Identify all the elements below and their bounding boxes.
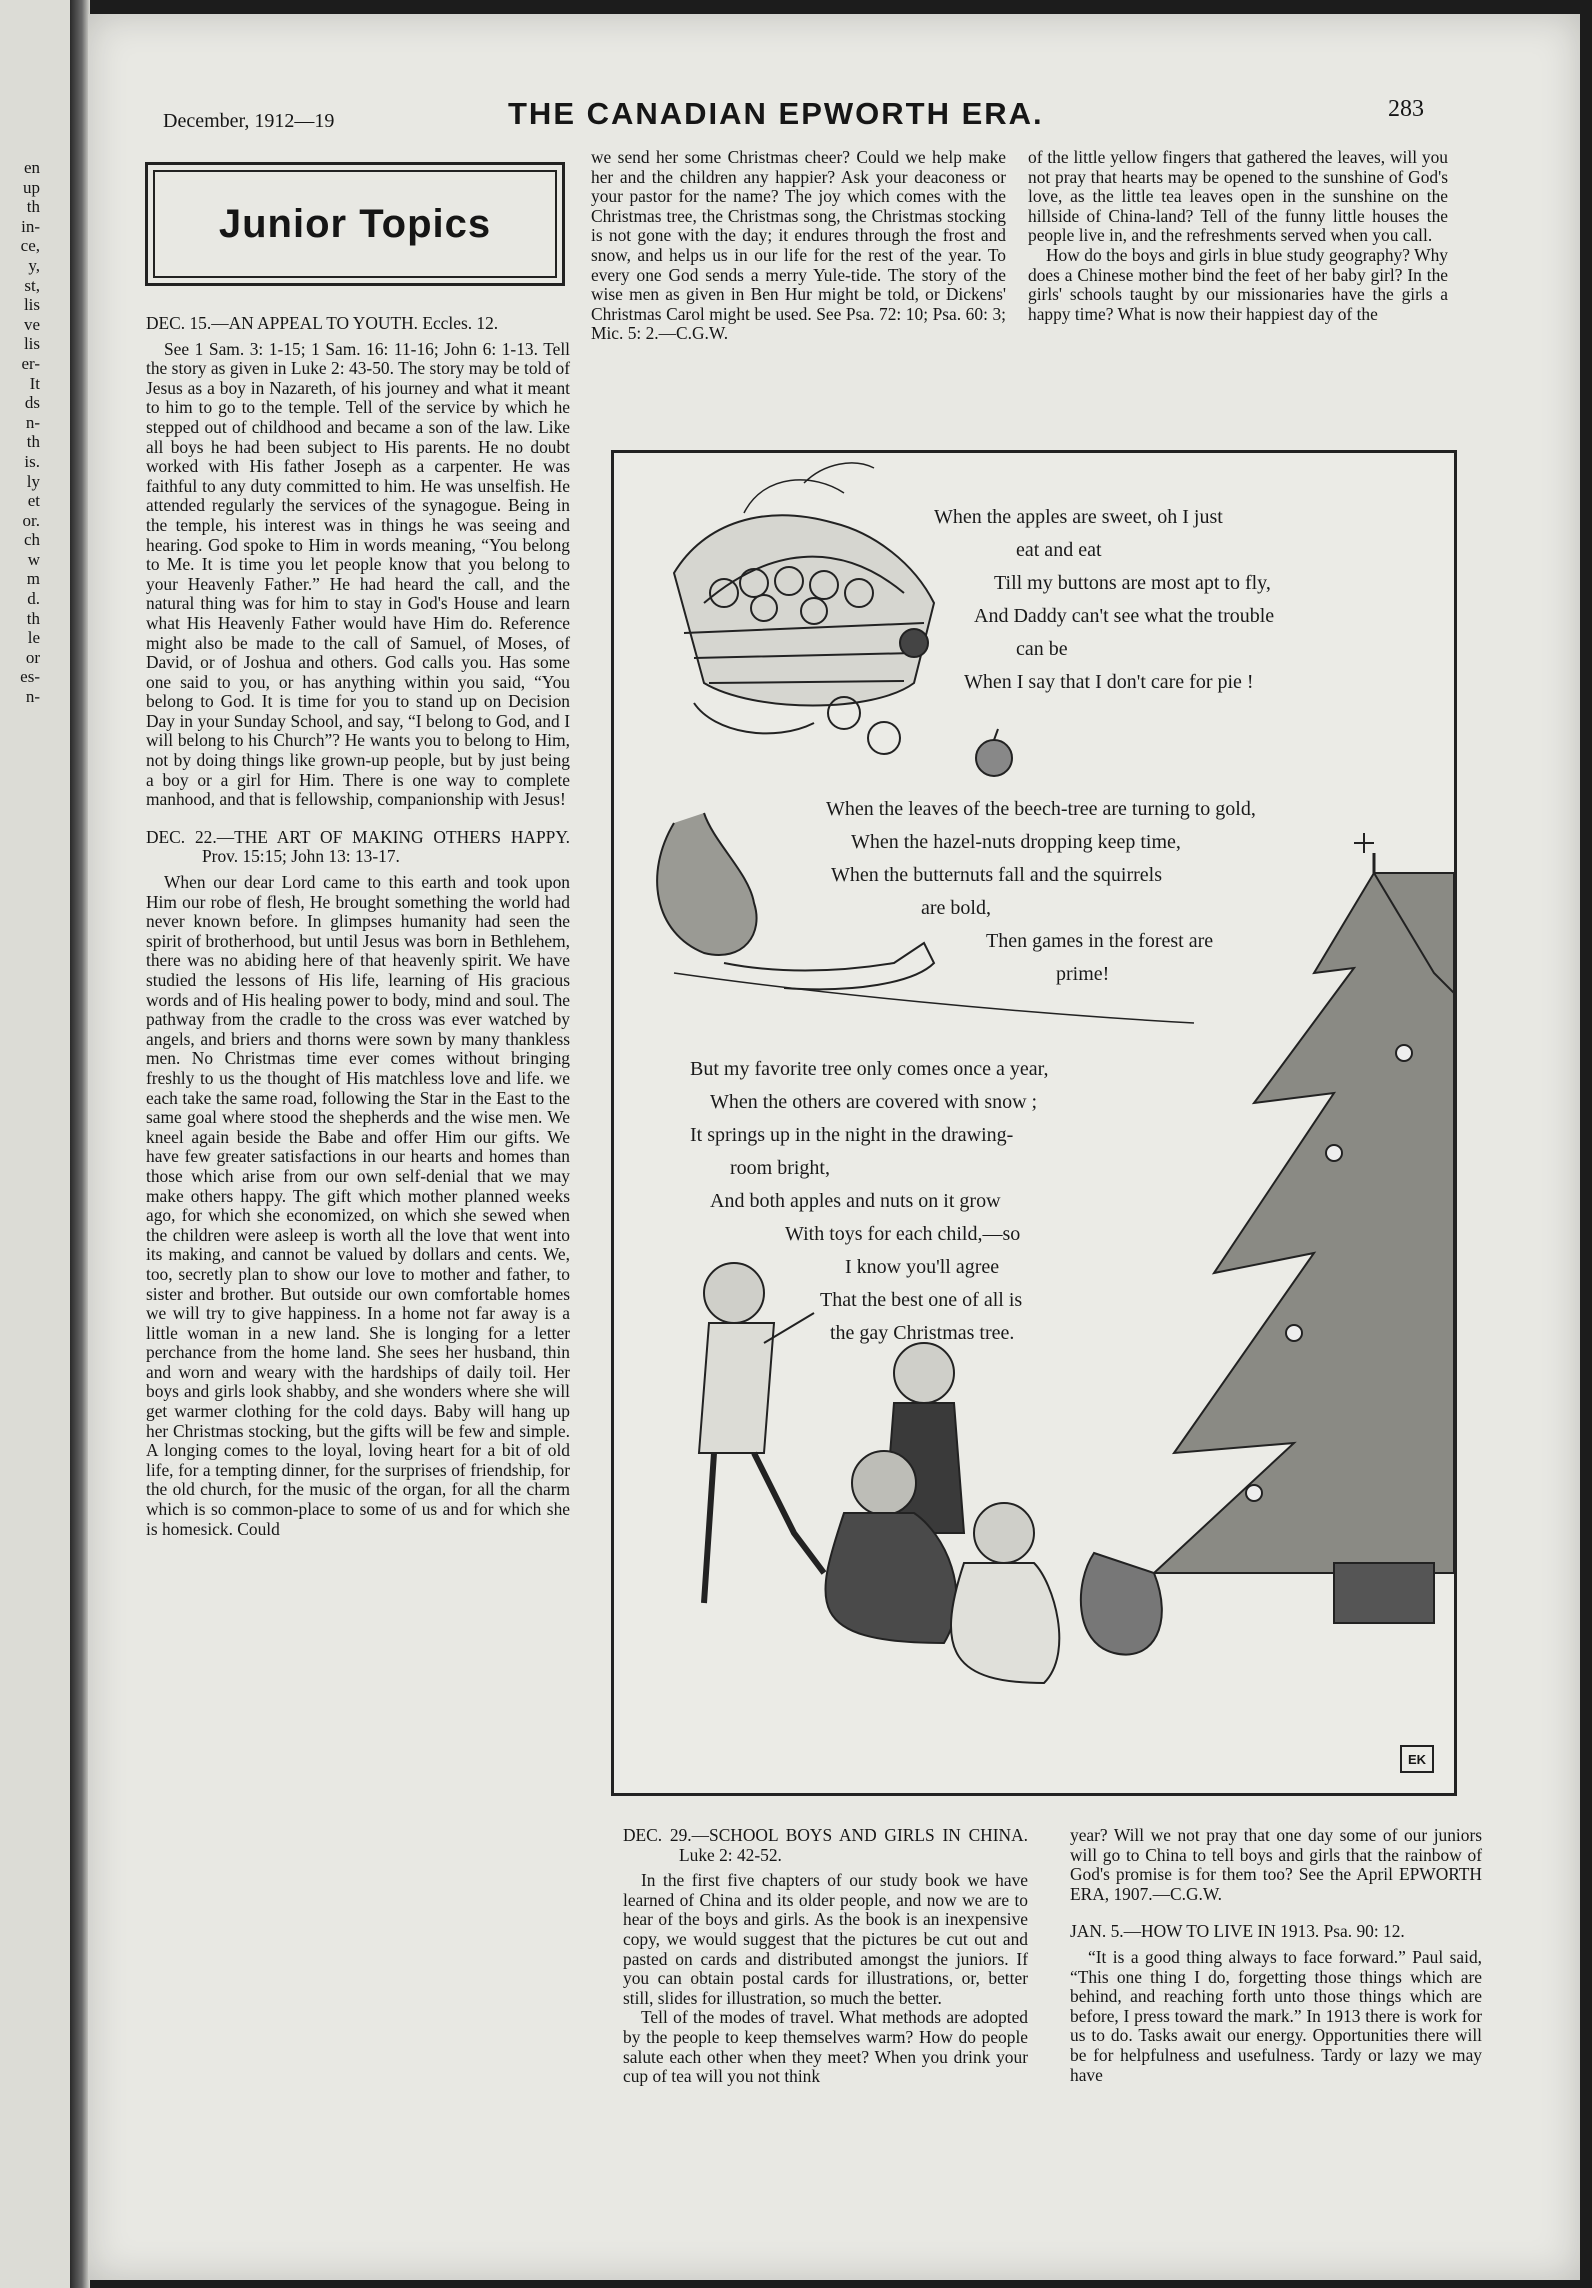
topic-heading: JAN. 5.—HOW TO LIVE IN 1913. Psa. 90: 12. xyxy=(1070,1921,1405,1942)
text-fragment: er- xyxy=(21,353,40,373)
poem-line: prime! xyxy=(1056,963,1110,985)
poem-line: That the best one of all is xyxy=(820,1289,1023,1311)
text-fragment: w xyxy=(27,549,40,569)
topic-heading: DEC. 29.—SCHOOL BOYS AND GIRLS IN CHINA. Luke 2: 42-52. xyxy=(623,1825,1028,1865)
column-left xyxy=(146,314,570,1539)
text-fragment: ly xyxy=(26,471,40,491)
section-title-box xyxy=(145,162,565,286)
poem-line: When the leaves of the beech-tree are turning to gold, xyxy=(826,798,1256,820)
topic-heading: DEC. 22.—THE ART OF MAKING OTHERS HAPPY. Prov. 15:15; John 13: 13-17. xyxy=(146,826,570,867)
paragraph: we send her some Christmas cheer? Could we help make her and the children any happier? Ask your deaconess or your pastor for the name? The joy which comes with the Christmas tree, the Christmas song, the Christmas stocking is not gone with the day; it endures through the frost and snow, and helps us in our life for the rest of the year. To every one God sends a merry Yule-tide. The story of the wise men as given in Ben Hur might be told, or Dickens' Christmas Carol might be used. See Psa. 72: 10; Psa. 60: 3; Mic. 5: 2.—C.G.W. xyxy=(591,147,1006,344)
poem-line: room bright, xyxy=(730,1157,830,1179)
poem-line: I know you'll agree xyxy=(845,1256,1000,1278)
poem-line: And both apples and nuts on it grow xyxy=(710,1190,1001,1212)
paragraph: Tell of the modes of travel. What methods are adopted by the people to keep themselves warm? How do people salute each other when they meet? When you drink your cup of tea will you not think xyxy=(623,2007,1028,2087)
text-fragment: ce, xyxy=(20,236,40,256)
section-title: Junior Topics xyxy=(153,170,557,278)
text-fragment: lis xyxy=(23,334,40,354)
page-number: 283 xyxy=(1388,96,1424,122)
poem-line: Till my buttons are most apt to fly, xyxy=(994,572,1271,594)
text-fragment: ch xyxy=(23,530,40,550)
text-fragment: in- xyxy=(21,216,40,236)
previous-page-edge xyxy=(0,0,78,2288)
text-fragment: ve xyxy=(23,314,40,334)
poem-stanza-1 xyxy=(934,501,1274,699)
text-fragment: th xyxy=(26,432,40,452)
text-fragment: is. xyxy=(24,451,40,471)
text-fragment: en xyxy=(23,158,40,177)
poem-line: It springs up in the night in the drawing- xyxy=(690,1124,1014,1146)
magazine-page xyxy=(88,14,1580,2280)
topic-heading: DEC. 15.—AN APPEAL TO YOUTH. Eccles. 12. xyxy=(146,313,499,333)
text-fragment: n- xyxy=(25,412,40,432)
poem-line: When I say that I don't care for pie ! xyxy=(964,671,1254,693)
column-middle-bottom xyxy=(623,1826,1028,2087)
poem-line: With toys for each child,—so xyxy=(785,1223,1021,1245)
poem-line: eat and eat xyxy=(1016,539,1102,561)
text-fragment: et xyxy=(27,491,40,511)
running-header xyxy=(88,84,1580,134)
paragraph: How do the boys and girls in blue study geography? Why does a Chinese mother bind the feet of her baby girl? In the girls' schools taught by our missionaries have the girls a happy time? What is now their happiest day of the xyxy=(1028,244,1448,324)
text-fragment: y, xyxy=(28,255,40,275)
text-fragment: m xyxy=(26,569,40,589)
poem-line: can be xyxy=(1016,638,1068,660)
poem-line: When the others are covered with snow ; xyxy=(710,1091,1038,1113)
text-fragment: th xyxy=(26,197,40,217)
poem-stanza-3 xyxy=(690,1053,1049,1350)
paragraph: “It is a good thing always to face forward.” Paul said, “This one thing I do, forgetting those things which are behind, and reaching forth unto those things which are before, I press toward the mark.” In 1913 there is work for us to do. Tasks await our energy. Opportunities there will be for helpfulness and usefulness. Tardy or lazy we may have xyxy=(1070,1946,1482,2085)
text-fragment: It xyxy=(29,373,40,393)
paragraph: When our dear Lord came to this earth and took upon Him our robe of flesh, He brought something the world had never known before. In glimpses humanity had seen the spirit of brotherhood, but until Jesus was born in Bethlehem, there was no abiding here of that heavenly spirit. We have studied the lessons of His life, learning of His gracious words and of His healing power to body, mind and soul. The pathway from the cradle to the cross was ever watched by angels, and briers and thorns were sown by many thankless men. No Christmas time ever comes without bringing freshly to us the thought of His matchless love and life. we each take the same road, following the Star in the East to the same goal where stood the shepherds and the wise men. We kneel again beside the Babe and offer Him our gifts. We have few greater satisfactions in our hearts and homes than those which arise from our own self-denial that we may make others happy. The gift which mother planned weeks ago, for which she economized, on which she sewed when the children were asleep is worth all the love that went into its making, and cannot be valued by dollars and cents. We, too, secretly plan to show our love to mother and father, to sister and brother. But outside our own comfortable homes we will try to give happiness. In a home not far away is a little woman in a new land. She is longing for a letter perchance from the home land. She sees her husband, thin and worn and weary with the hardships of daily toil. Her boys and girls look shabby, and she wonders where she will get warmer clothing for the cold days. Baby will hang up her Christmas stocking, but the gifts will be few and simple. A longing comes to the loyal, loving heart for a bit of old life, for a tempting dinner, for the surprises of friendship, for the old church, for the music of the organ, for all the charm which is so common-place to some of us and for which she is homesick. Could xyxy=(146,872,570,1539)
header-title: THE CANADIAN EPWORTH ERA. xyxy=(508,96,1044,131)
christmas-illustration xyxy=(611,450,1457,1796)
paragraph: year? Will we not pray that one day some of our juniors will go to China to tell boys and girls that the rainbow of God's promise is for them too? See the April EPWORTH ERA, 1907.—C.G.W. xyxy=(1070,1825,1482,1904)
text-fragment: ds xyxy=(24,393,40,413)
poem-stanza-2 xyxy=(826,793,1256,991)
column-middle-top xyxy=(591,148,1006,344)
poem-line: But my favorite tree only comes once a year, xyxy=(690,1058,1049,1080)
text-fragment: th xyxy=(26,608,40,628)
header-date: December, 1912—19 xyxy=(163,110,335,132)
text-fragment: st, xyxy=(24,275,40,295)
poem-line: When the hazel-nuts dropping keep time, xyxy=(851,831,1181,853)
previous-page-text-fragments xyxy=(0,158,40,707)
text-fragment: d. xyxy=(27,589,40,609)
poem-line: When the butternuts fall and the squirrels xyxy=(831,864,1163,886)
column-right-top xyxy=(1028,148,1448,324)
poem-line: And Daddy can't see what the trouble xyxy=(974,605,1275,627)
artist-monogram: EK xyxy=(1400,1745,1434,1773)
text-fragment: or. xyxy=(22,510,40,530)
text-fragment: es- xyxy=(20,667,40,687)
paragraph: In the first five chapters of our study book we have learned of China and its older people, and now we are to hear of the boys and girls. As the book is an inexpensive copy, we would suggest that the pictures be cut out and pasted on cards and distributed amongst the juniors. If you can obtain postal cards for illustrations, or, better still, slides for illustration, so much the better. xyxy=(623,1870,1028,2008)
poem-line: the gay Christmas tree. xyxy=(830,1322,1015,1344)
text-fragment: lis xyxy=(23,295,40,315)
column-right-bottom xyxy=(1070,1826,1482,2085)
text-fragment: up xyxy=(23,177,40,197)
gutter-shadow xyxy=(70,0,90,2288)
poem-line: Then games in the forest are xyxy=(986,930,1214,952)
paragraph: See 1 Sam. 3: 1-15; 1 Sam. 16: 11-16; John 6: 1-13. Tell the story as given in Luke 2: 43-50. The story may be told of Jesus as a boy in Nazareth, of his journey and what it meant to him to go to the temple. Tell of the service by which he stepped out of childhood and became a son of the law. Like all boys he had been subject to His parents. He no doubt worked with His father Joseph as a carpenter. He was faithful to any duty committed to him. He was unselfish. He attended regularly the services of the synagogue. Being in the temple, his interest was in things he was seeing and hearing. God spoke to Him in words meaning, “You belong to Me. It is time you let people know that you belong to your Heavenly Father.” He had heard the call, and the natural thing was for him to stay in God's House and learn what His Heavenly Father would have Him do. Reference might also be made to the call of Samuel, of Moses, of David, or of Joshua and others. God calls you. Has some one said to you, or has anything within you said, “You belong to God. It is time for you to stand up on Decision Day in your Sunday School, and say, “I belong to God, and I will belong to his Church”? He wants you to belong to Him, not by doing things like grown-up people, but by just being a boy or a girl for Him. There is one way to complete manhood, and that is fellowship, companionship with Jesus! xyxy=(146,338,570,810)
poem-line: are bold, xyxy=(921,897,991,919)
paragraph: of the little yellow fingers that gathered the leaves, will you not pray that hearts may be opened to the sunshine of God's love, as the little tea leaves open in the sunshine on the hillside of China-land? Tell of the funny little houses the people live in, and the refreshments served when you call. xyxy=(1028,147,1448,246)
text-fragment: or xyxy=(25,647,40,667)
text-fragment: le xyxy=(27,628,40,648)
text-fragment: n- xyxy=(25,687,40,707)
poem-line: When the apples are sweet, oh I just xyxy=(934,506,1223,528)
